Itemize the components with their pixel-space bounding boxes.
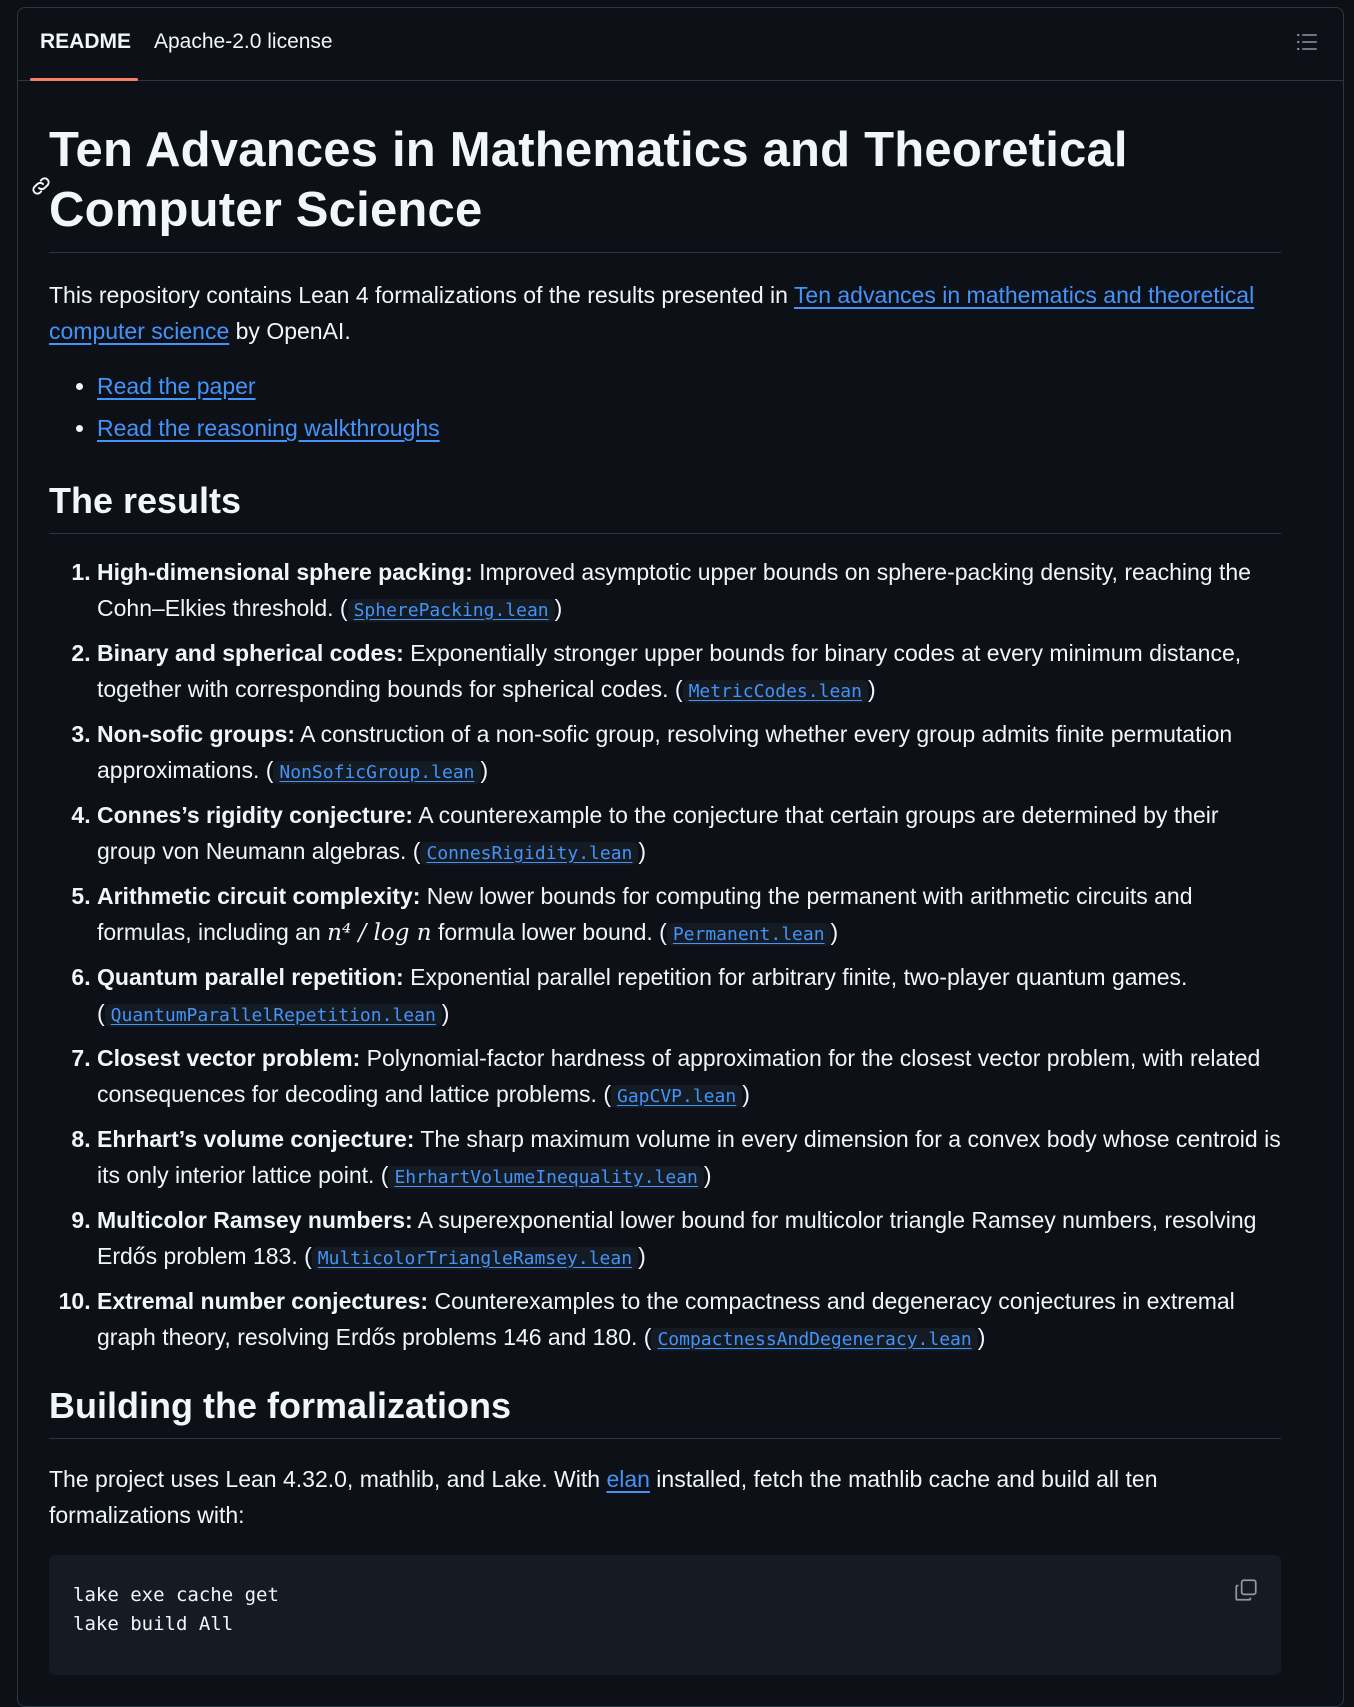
result-title: High-dimensional sphere packing: [97, 559, 473, 585]
result-description-cont: formula lower bound. ( [431, 919, 667, 945]
result-title: Ehrhart’s volume conjecture: [97, 1126, 415, 1152]
lean-file-link[interactable]: SpherePacking.lean [348, 599, 555, 622]
result-item [97, 1121, 1281, 1196]
lean-file-link[interactable]: CompactnessAndDegeneracy.lean [651, 1328, 977, 1351]
result-item [97, 1040, 1281, 1115]
elan-link[interactable]: elan [606, 1466, 650, 1492]
read-paper-link[interactable]: Read the paper [97, 373, 256, 399]
closing-paren: ) [830, 919, 839, 945]
result-item [97, 635, 1281, 710]
intro-paragraph [49, 277, 1281, 349]
closing-paren: ) [867, 676, 876, 702]
page-title: Ten Advances in Mathematics and Theoretical Computer Science [49, 120, 1281, 253]
code-text: lake exe cache get lake build All [73, 1584, 279, 1635]
copy-icon[interactable] [1233, 1577, 1259, 1603]
result-item [97, 797, 1281, 872]
code-block[interactable] [49, 1555, 1281, 1675]
results-list [49, 554, 1281, 1358]
result-title: Non-sofic groups: [97, 721, 296, 747]
result-title: Multicolor Ramsey numbers: [97, 1207, 413, 1233]
result-description: A construction of a non-sofic group, resolving whether every group admits finite permutation approximations. ( [97, 721, 1233, 783]
result-item [97, 959, 1281, 1034]
closing-paren: ) [703, 1162, 712, 1188]
result-title: Extremal number conjectures: [97, 1288, 429, 1314]
lean-file-link[interactable]: NonSoficGroup.lean [273, 761, 480, 784]
closing-paren: ) [742, 1081, 750, 1107]
result-title: Closest vector problem: [97, 1045, 361, 1071]
result-description: Exponentially stronger upper bounds for binary codes at every minimum distance, together with corresponding bounds for spherical codes. ( [97, 640, 1242, 702]
list-icon[interactable] [1295, 30, 1319, 54]
lean-file-link[interactable]: QuantumParallelRepetition.lean [105, 1004, 442, 1027]
closing-paren: ) [638, 1243, 646, 1269]
result-title: Arithmetic circuit complexity: [97, 883, 421, 909]
result-description: Improved asymptotic upper bounds on sphere-packing density, reaching the Cohn–Elkies threshold. ( [97, 559, 1251, 621]
active-tab-indicator [30, 78, 138, 81]
build-text-end: installed, fetch the mathlib cache and build all ten formalizations with: [49, 1466, 1158, 1528]
result-item [97, 1202, 1281, 1277]
lean-file-link[interactable]: EhrhartVolumeInequality.lean [388, 1166, 703, 1189]
closing-paren: ) [441, 1000, 450, 1026]
result-description: A counterexample to the conjecture that certain groups are determined by their group von Neumann algebras. ( [97, 802, 1219, 864]
lean-file-link[interactable]: MetricCodes.lean [683, 680, 868, 703]
result-item [97, 554, 1281, 629]
build-paragraph [49, 1461, 1281, 1533]
tab-license[interactable]: Apache-2.0 license [154, 30, 333, 53]
result-description: Polynomial-factor hardness of approximation for the closest vector problem, with related consequences for decoding and lattice problems. ( [97, 1045, 1261, 1107]
closing-paren: ) [638, 838, 647, 864]
list-item [97, 365, 1281, 407]
result-item [97, 1283, 1281, 1358]
result-item [97, 716, 1281, 791]
closing-paren: ) [977, 1324, 986, 1350]
result-description: Counterexamples to the compactness and degeneracy conjectures in extremal graph theory, resolving Erdős problems 146 and 180. ( [97, 1288, 1235, 1350]
lean-file-link[interactable]: Permanent.lean [667, 923, 831, 946]
result-title: Connes’s rigidity conjecture: [97, 802, 414, 828]
readme-tab-bar [18, 8, 1343, 81]
tab-readme[interactable]: README [40, 30, 132, 53]
closing-paren: ) [554, 595, 563, 621]
result-title: Binary and spherical codes: [97, 640, 404, 666]
lean-file-link[interactable]: MulticolorTriangleRamsey.lean [312, 1247, 638, 1270]
result-description: A superexponential lower bound for multicolor triangle Ramsey numbers, resolving Erdős problem 183. ( [97, 1207, 1257, 1269]
read-walkthroughs-link[interactable]: Read the reasoning walkthroughs [97, 415, 440, 441]
result-title: Quantum parallel repetition: [97, 964, 404, 990]
closing-paren: ) [480, 757, 489, 783]
paper-title-link[interactable]: Ten advances in mathematics and theoretical computer science [49, 282, 1255, 344]
intro-text: This repository contains Lean 4 formalizations of the results presented in [49, 282, 794, 308]
intro-text-end: by OpenAI. [229, 318, 351, 344]
build-text: The project uses Lean 4.32.0, mathlib, and Lake. With [49, 1466, 607, 1492]
math-expression: n⁴ / log n [327, 920, 432, 946]
readme-content [49, 120, 1281, 1675]
result-description: New lower bounds for computing the permanent with arithmetic circuits and formulas, including an [97, 883, 1193, 945]
lean-file-link[interactable]: ConnesRigidity.lean [420, 842, 638, 865]
results-heading: The results [49, 479, 1281, 534]
resource-links [49, 365, 1281, 449]
lean-file-link[interactable]: GapCVP.lean [611, 1085, 742, 1108]
result-description: Exponential parallel repetition for arbitrary finite, two-player quantum games. ( [97, 964, 1188, 1026]
result-description: The sharp maximum volume in every dimension for a convex body whose centroid is its only interior lattice point. ( [97, 1126, 1281, 1188]
build-heading: Building the formalizations [49, 1384, 1281, 1439]
result-item [97, 878, 1281, 953]
list-item [97, 407, 1281, 449]
